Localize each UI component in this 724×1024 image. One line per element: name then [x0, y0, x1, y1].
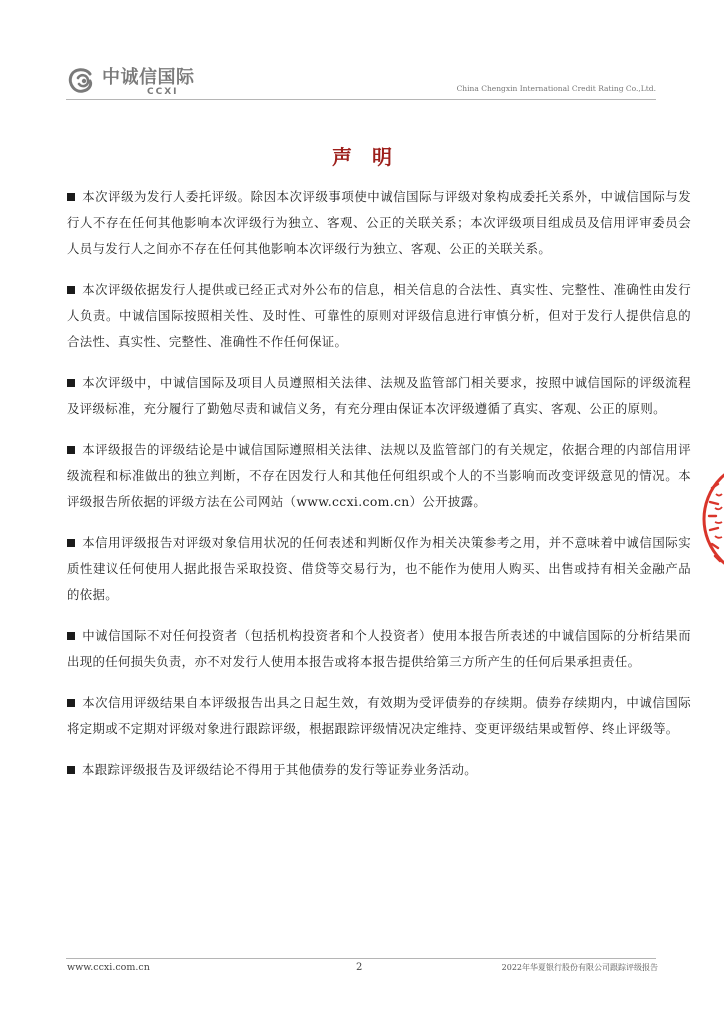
company-english-name: China Chengxin International Credit Rating Co.,Ltd. [456, 84, 656, 93]
statement-paragraph [67, 437, 691, 515]
statement-text: 本评级报告的评级结论是中诚信国际遵照相关法律、法规以及监管部门的有关规定，依据合理的内部信用评级流程和标准做出的独立判断，不存在因发行人和其他任何组织或个人的不当影响而改变评级意见的情况。本评级报告所依据的评级方法在公司网站（www.ccxi.com.cn）公开披露。 [67, 442, 691, 509]
footer-website: www.ccxi.com.cn [67, 962, 150, 973]
statement-paragraph [67, 757, 691, 783]
statement-paragraph [67, 690, 691, 742]
statement-paragraph [67, 623, 691, 675]
square-bullet-icon [67, 286, 75, 294]
statement-paragraph [67, 184, 691, 262]
page-header [66, 64, 656, 104]
statement-paragraph [67, 370, 691, 422]
square-bullet-icon [67, 632, 75, 640]
statement-text: 本信用评级报告对评级对象信用状况的任何表述和判断仅作为相关决策参考之用，并不意味着中诚信国际实质性建议任何使用人据此报告采取投资、借贷等交易行为，也不能作为使用人购买、出售或持有相关金融产品的依据。 [67, 535, 691, 602]
company-seal-icon [700, 458, 724, 580]
logo-english-name: CCXI [147, 87, 179, 97]
page-number: 2 [356, 962, 363, 973]
page-title: 声 明 [332, 145, 392, 169]
square-bullet-icon [67, 539, 75, 547]
statement-text: 本次评级为发行人委托评级。除因本次评级事项使中诚信国际与评级对象构成委托关系外，中诚信国际与发行人不存在任何其他影响本次评级行为独立、客观、公正的关联关系；本次评级项目组成员及信用评审委员会人员与发行人之间亦不存在任何其他影响本次评级行为独立、客观、公正的关联关系。 [67, 189, 691, 256]
square-bullet-icon [67, 766, 75, 774]
square-bullet-icon [67, 446, 75, 454]
statement-text: 本次评级中，中诚信国际及项目人员遵照相关法律、法规及监管部门相关要求，按照中诚信国际的评级流程及评级标准，充分履行了勤勉尽责和诚信义务，有充分理由保证本次评级遵循了真实、客观、公正的原则。 [67, 375, 691, 416]
footer-divider [66, 958, 656, 959]
square-bullet-icon [67, 193, 75, 201]
statement-paragraph [67, 530, 691, 608]
square-bullet-icon [67, 699, 75, 707]
statement-paragraph [67, 277, 691, 355]
statement-text: 本次信用评级结果自本评级报告出具之日起生效，有效期为受评债券的存续期。债券存续期内，中诚信国际将定期或不定期对评级对象进行跟踪评级，根据跟踪评级情况决定维持、变更评级结果或暂停、终止评级等。 [67, 695, 691, 736]
statement-text: 本次评级依据发行人提供或已经正式对外公布的信息，相关信息的合法性、真实性、完整性、准确性由发行人负责。中诚信国际按照相关性、及时性、可靠性的原则对评级信息进行审慎分析，但对于发行人提供信息的合法性、真实性、完整性、准确性不作任何保证。 [67, 282, 691, 349]
footer-report-name: 2022年华夏银行股份有限公司跟踪评级报告 [501, 963, 658, 972]
logo-chinese-name: 中诚信国际 [102, 67, 195, 88]
company-logo [66, 64, 216, 100]
statement-body [67, 184, 691, 798]
header-divider [66, 99, 656, 100]
statement-text: 中诚信国际不对任何投资者（包括机构投资者和个人投资者）使用本报告所表述的中诚信国际的分析结果而出现的任何损失负责，亦不对发行人使用本报告或将本报告提供给第三方所产生的任何后果承担责任。 [67, 628, 691, 669]
square-bullet-icon [67, 379, 75, 387]
ccxi-logo-mark-icon [66, 66, 100, 96]
statement-text: 本跟踪评级报告及评级结论不得用于其他债券的发行等证券业务活动。 [82, 762, 477, 777]
